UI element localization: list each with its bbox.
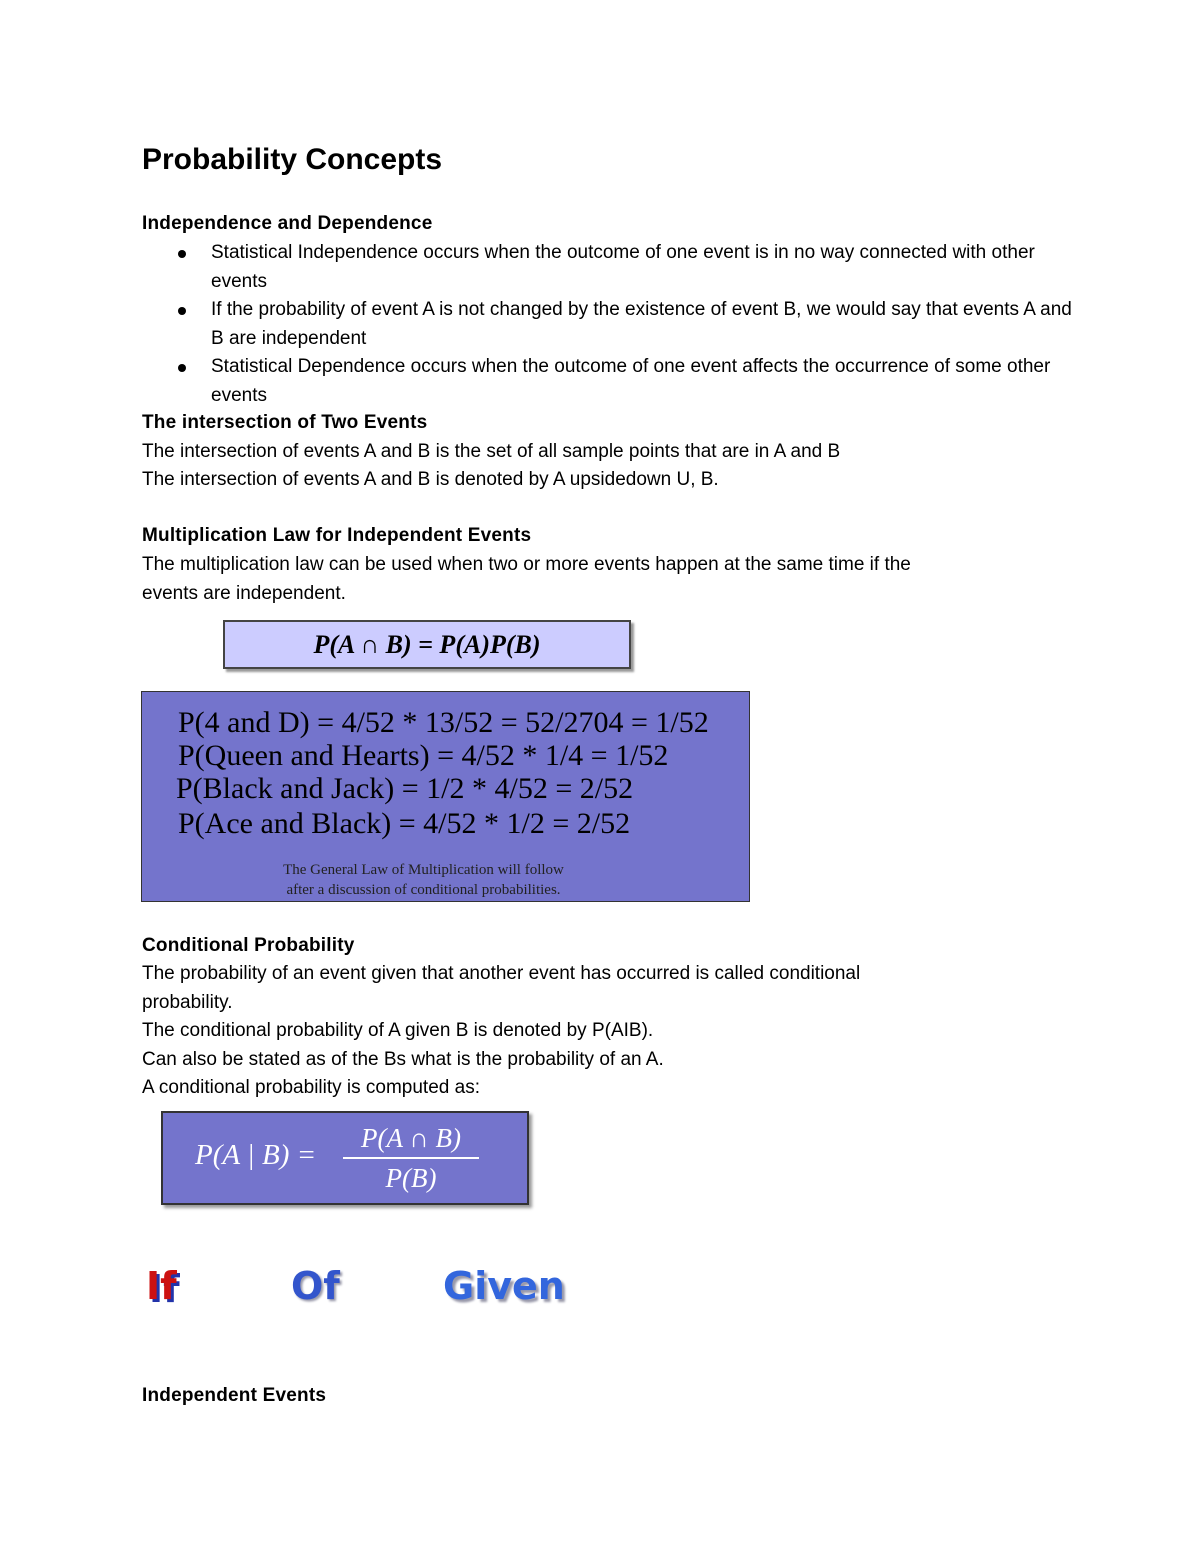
paragraph-line: probability. — [142, 992, 233, 1013]
example-line: P(4 and D) = 4/52 * 13/52 = 52/2704 = 1/52 — [178, 706, 709, 739]
section-heading-multiplication: Multiplication Law for Independent Events — [142, 525, 532, 546]
paragraph-line: The multiplication law can be used when two or more events happen at the same time if the — [142, 554, 911, 575]
paragraph-line: The intersection of events A and B is denoted by A upsidedown U, B. — [142, 469, 719, 490]
keyword-if: If — [146, 1264, 177, 1308]
formula-fraction — [343, 1121, 479, 1195]
paragraph-line: A conditional probability is computed as: — [142, 1077, 480, 1098]
example-note: The General Law of Multiplication will follow — [283, 862, 564, 878]
formula-lhs: P(A | B) = — [195, 1139, 317, 1171]
bullet-item: If the probability of event A is not changed by the existence of event B, we would say that events A and B are independent — [175, 296, 1075, 353]
section-heading-intersection: The intersection of Two Events — [142, 412, 428, 433]
formula-numerator: P(A ∩ B) — [361, 1123, 461, 1153]
multiplication-law-formula: P(A ∩ B) = P(A)P(B) — [223, 620, 631, 669]
multiplication-examples-box — [141, 691, 750, 902]
section-heading-conditional: Conditional Probability — [142, 935, 355, 956]
bullet-icon — [178, 307, 186, 315]
keyword-given: Given — [443, 1264, 565, 1308]
example-line: P(Queen and Hearts) = 4/52 * 1/4 = 1/52 — [178, 739, 669, 772]
bullet-icon — [178, 364, 186, 372]
paragraph-line: The conditional probability of A given B is denoted by P(AIB). — [142, 1020, 654, 1041]
paragraph-line: The intersection of events A and B is the set of all sample points that are in A and B — [142, 441, 841, 462]
bullet-item: Statistical Independence occurs when the outcome of one event is in no way connected with other events — [175, 239, 1075, 296]
keyword-of: Of — [291, 1264, 340, 1308]
bullet-icon — [178, 250, 186, 258]
section-heading-independent-events: Independent Events — [142, 1385, 327, 1406]
paragraph-line: Can also be stated as of the Bs what is the probability of an A. — [142, 1049, 664, 1070]
fraction-bar — [343, 1157, 479, 1159]
bullet-item: Statistical Dependence occurs when the outcome of one event affects the occurrence of some other events — [175, 353, 1075, 410]
example-line: P(Ace and Black) = 4/52 * 1/2 = 2/52 — [178, 807, 631, 840]
paragraph-line: events are independent. — [142, 583, 346, 604]
example-line: P(Black and Jack) = 1/2 * 4/52 = 2/52 — [176, 772, 634, 805]
section-heading-independence: Independence and Dependence — [142, 213, 433, 234]
page-title: Probability Concepts — [142, 143, 443, 176]
formula-denominator: P(B) — [385, 1163, 437, 1193]
paragraph-line: The probability of an event given that another event has occurred is called conditional — [142, 963, 861, 984]
conditional-probability-formula — [161, 1111, 529, 1205]
independence-bullet-list — [175, 239, 1075, 410]
example-note: after a discussion of conditional probabilities. — [286, 882, 561, 898]
